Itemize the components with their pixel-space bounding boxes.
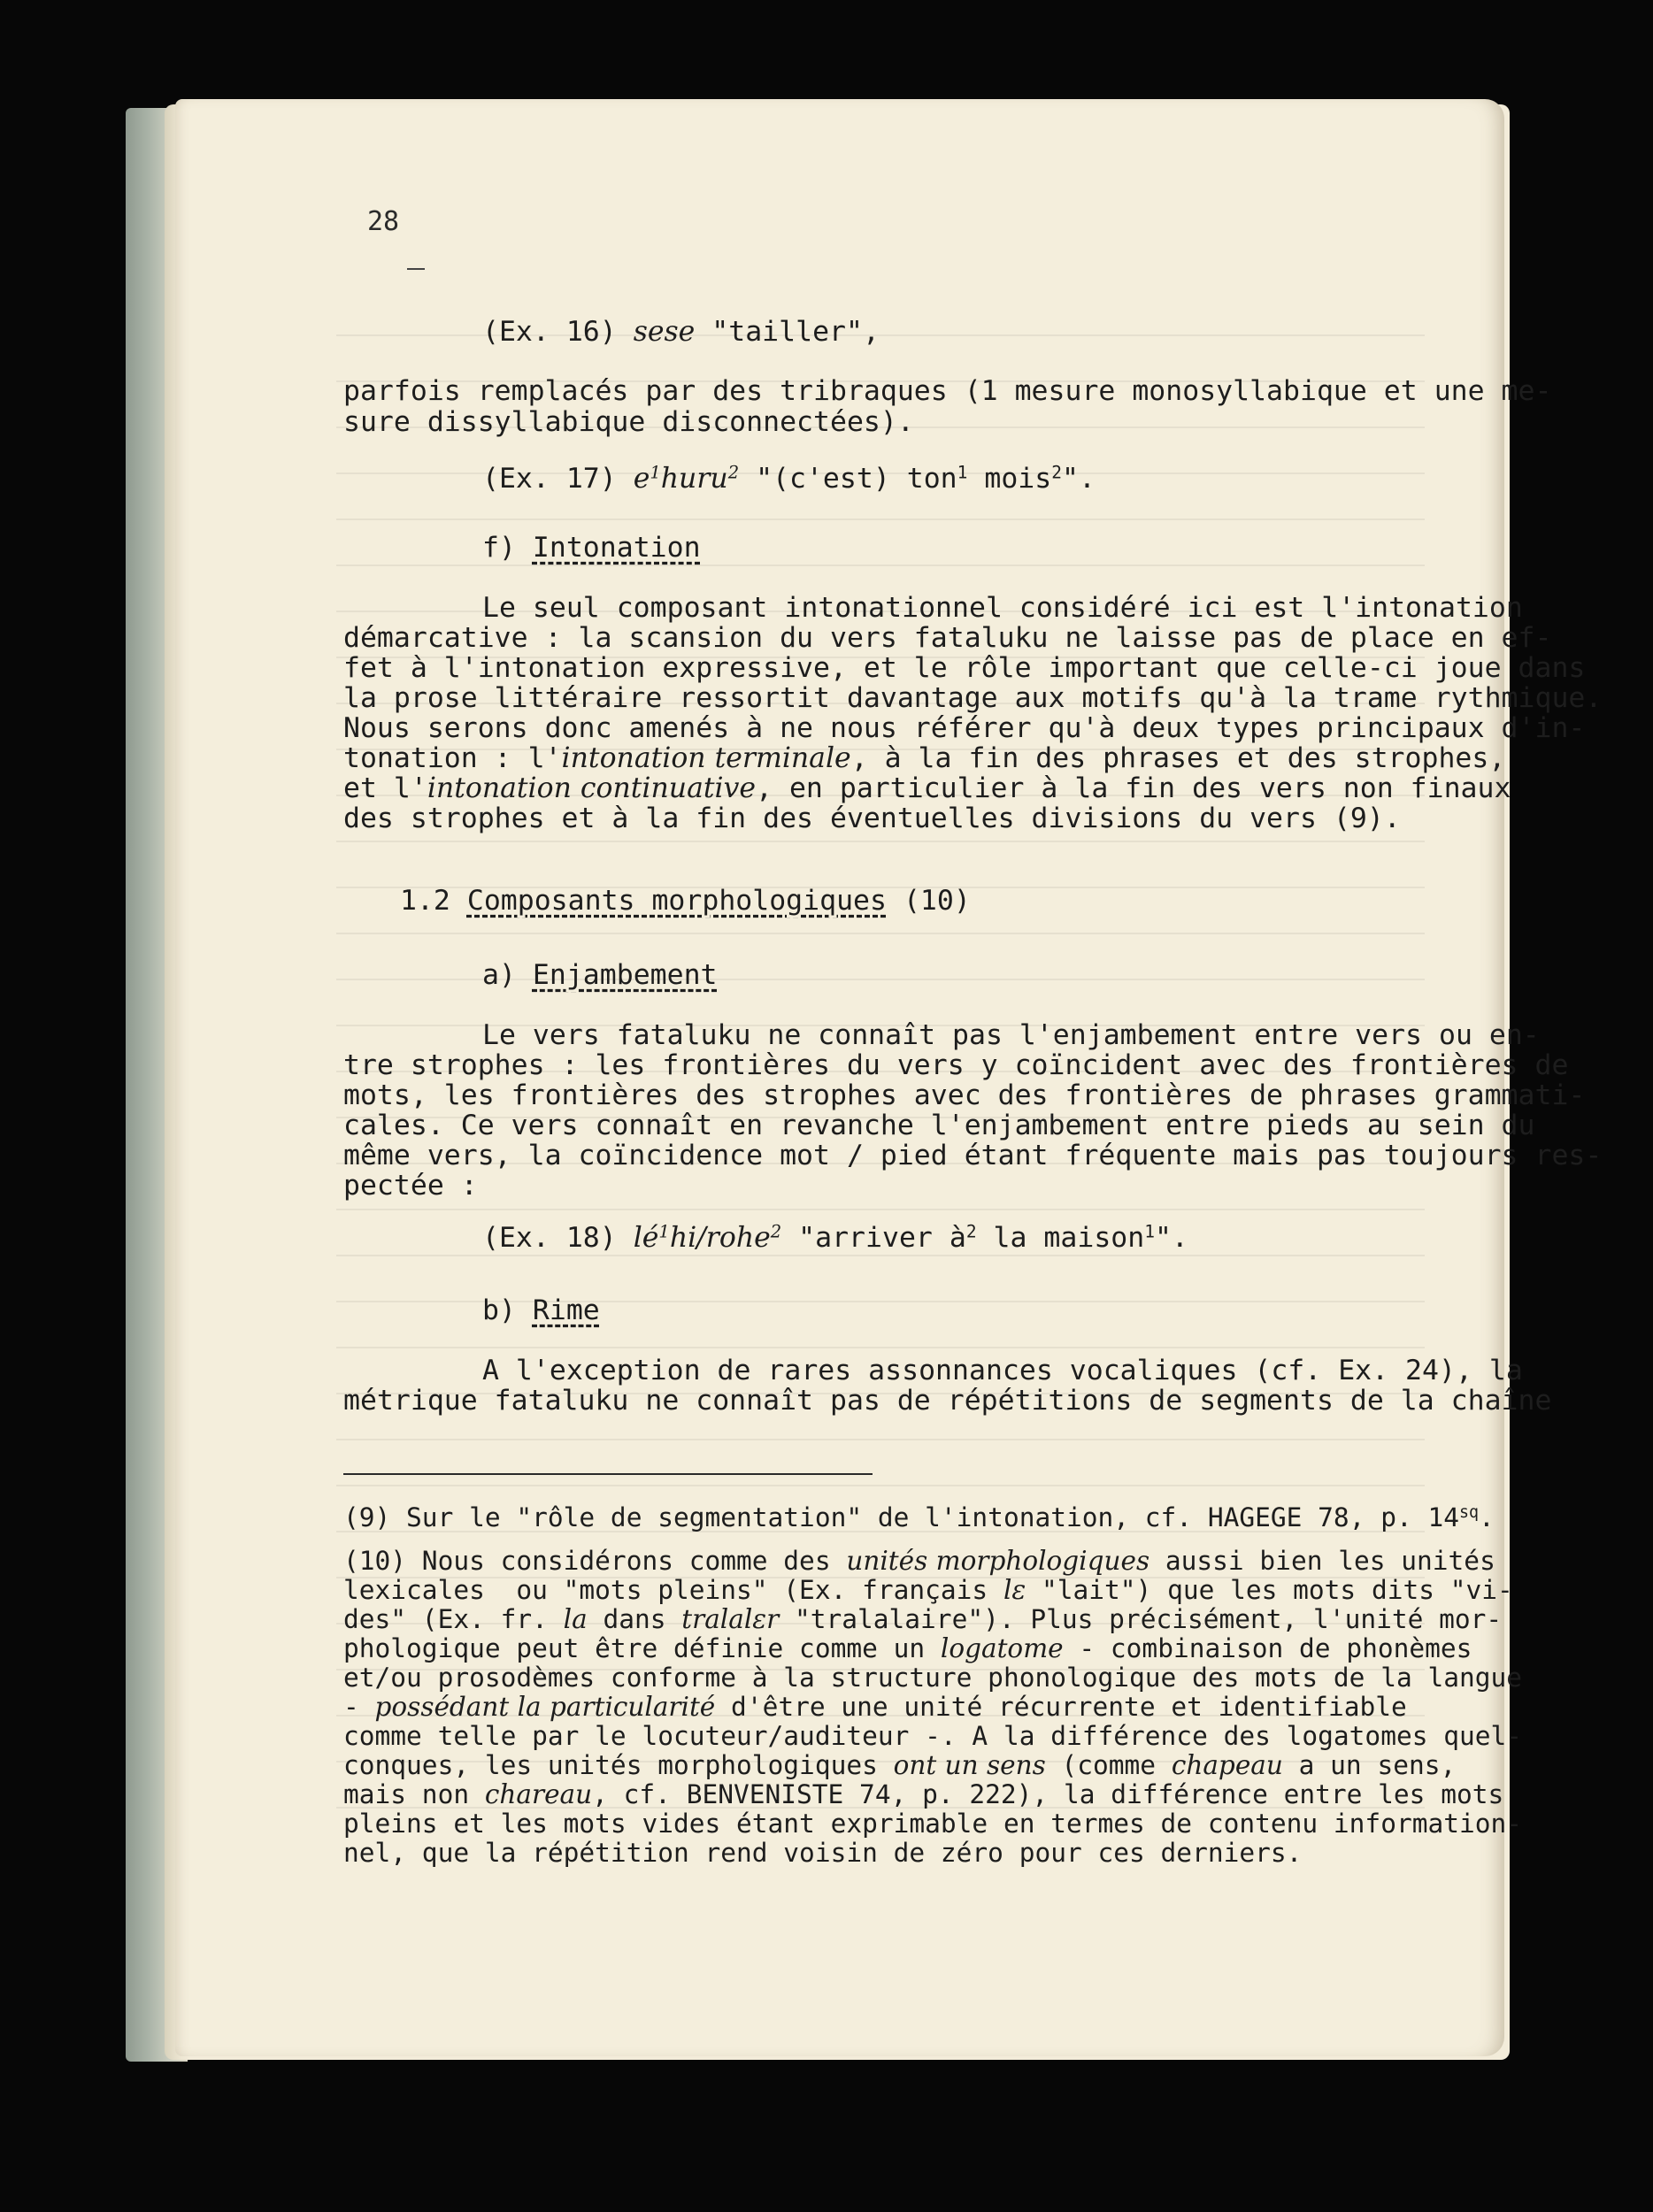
paragraph-line: parfois remplacés par des tribraques (1 mesure monosyllabique et une me-	[343, 375, 1552, 407]
footnote-10-line: conques, les unités morphologiques ont un sens (comme chapeau a un sens,	[343, 1750, 1457, 1780]
footnote-10-line: comme telle par le locuteur/auditeur -. A la différence des logatomes quel-	[343, 1721, 1523, 1751]
example-16: (Ex. 16) sese "tailler",	[482, 316, 880, 348]
footnote-10-line: - possédant la particularité d'être une unité récurrente et identifiable	[343, 1692, 1407, 1722]
section-heading-rime: b) Rime	[482, 1294, 600, 1326]
paragraph-line: fet à l'intonation expressive, et le rôle important que celle-ci joue dans	[343, 652, 1586, 684]
paragraph-line: la prose littéraire ressortit davantage aux motifs qu'à la trame rythmique.	[343, 682, 1603, 714]
paragraph-line: métrique fataluku ne connaît pas de répétitions de segments de la chaîne	[343, 1385, 1552, 1417]
footnote-10-line: (10) Nous considérons comme des unités morphologiques aussi bien les unités	[343, 1546, 1495, 1576]
section-heading-1-2: 1.2 Composants morphologiques (10)	[400, 885, 971, 917]
footnote-rule	[343, 1473, 873, 1475]
paragraph-line: tonation : l'intonation terminale, à la fin des phrases et des strophes,	[343, 742, 1506, 774]
margin-mark	[407, 268, 425, 270]
section-heading-enjambement: a) Enjambement	[482, 959, 718, 991]
paragraph-line: même vers, la coïncidence mot / pied étant fréquente mais pas toujours res-	[343, 1140, 1603, 1171]
paragraph-line: Le seul composant intonationnel considéré ici est l'intonation	[482, 592, 1523, 624]
footnote-9: (9) Sur le "rôle de segmentation" de l'intonation, cf. HAGEGE 78, p. $14^{sq}$.	[343, 1502, 1495, 1532]
example-17: (Ex. 17) $e^1huru^2$ "(c'est) ton$^1$ mois$^2$".	[482, 462, 1096, 495]
paragraph-line: tre strophes : les frontières du vers y coïncident avec des frontières de	[343, 1049, 1569, 1081]
footnote-10-line: lexicales ou "mots pleins" (Ex. français lɛ "lait") que les mots dits "vi-	[343, 1575, 1513, 1605]
page-number: 28	[367, 206, 400, 237]
footnote-10-line: phologique peut être définie comme un logatome - combinaison de phonèmes	[343, 1633, 1472, 1663]
paragraph-line: A l'exception de rares assonnances vocaliques (cf. Ex. 24), la	[482, 1355, 1523, 1386]
section-heading-intonation: f) Intonation	[482, 532, 701, 564]
paragraph-line: sure dissyllabique disconnectées).	[343, 406, 914, 438]
footnote-10-line: et/ou prosodèmes conforme à la structure phonologique des mots de la langue	[343, 1663, 1523, 1693]
footnote-10-line: mais non chareau, cf. BENVENISTE 74, p. 222), la différence entre les mots	[343, 1779, 1504, 1809]
paragraph-line: Nous serons donc amenés à ne nous référer qu'à deux types principaux d'in-	[343, 712, 1586, 744]
footnote-10-line: des" (Ex. fr. la dans tralalɛr "tralalaire"). Plus précisément, l'unité mor-	[343, 1604, 1503, 1634]
paragraph-line: mots, les frontières des strophes avec des frontières de phrases grammati-	[343, 1079, 1586, 1111]
paragraph-line: et l'intonation continuative, en particulier à la fin des vers non finaux	[343, 772, 1511, 804]
footnote-10-line: pleins et les mots vides étant exprimable en termes de contenu information-	[343, 1809, 1523, 1839]
footnote-10-line: nel, que la répétition rend voisin de zéro pour ces derniers.	[343, 1838, 1303, 1868]
paragraph-line: des strophes et à la fin des éventuelles divisions du vers (9).	[343, 803, 1401, 834]
paragraph-line: démarcative : la scansion du vers fataluku ne laisse pas de place en ef-	[343, 622, 1552, 654]
paragraph-line: Le vers fataluku ne connaît pas l'enjambement entre vers ou en-	[482, 1019, 1540, 1051]
paragraph-line: pectée :	[343, 1170, 478, 1202]
paragraph-line: cales. Ce vers connaît en revanche l'enjambement entre pieds au sein du	[343, 1110, 1535, 1141]
example-18: (Ex. 18) $lé^1hi/rohe^2$ "arriver $à^2$ la maison$^1$".	[482, 1221, 1188, 1254]
